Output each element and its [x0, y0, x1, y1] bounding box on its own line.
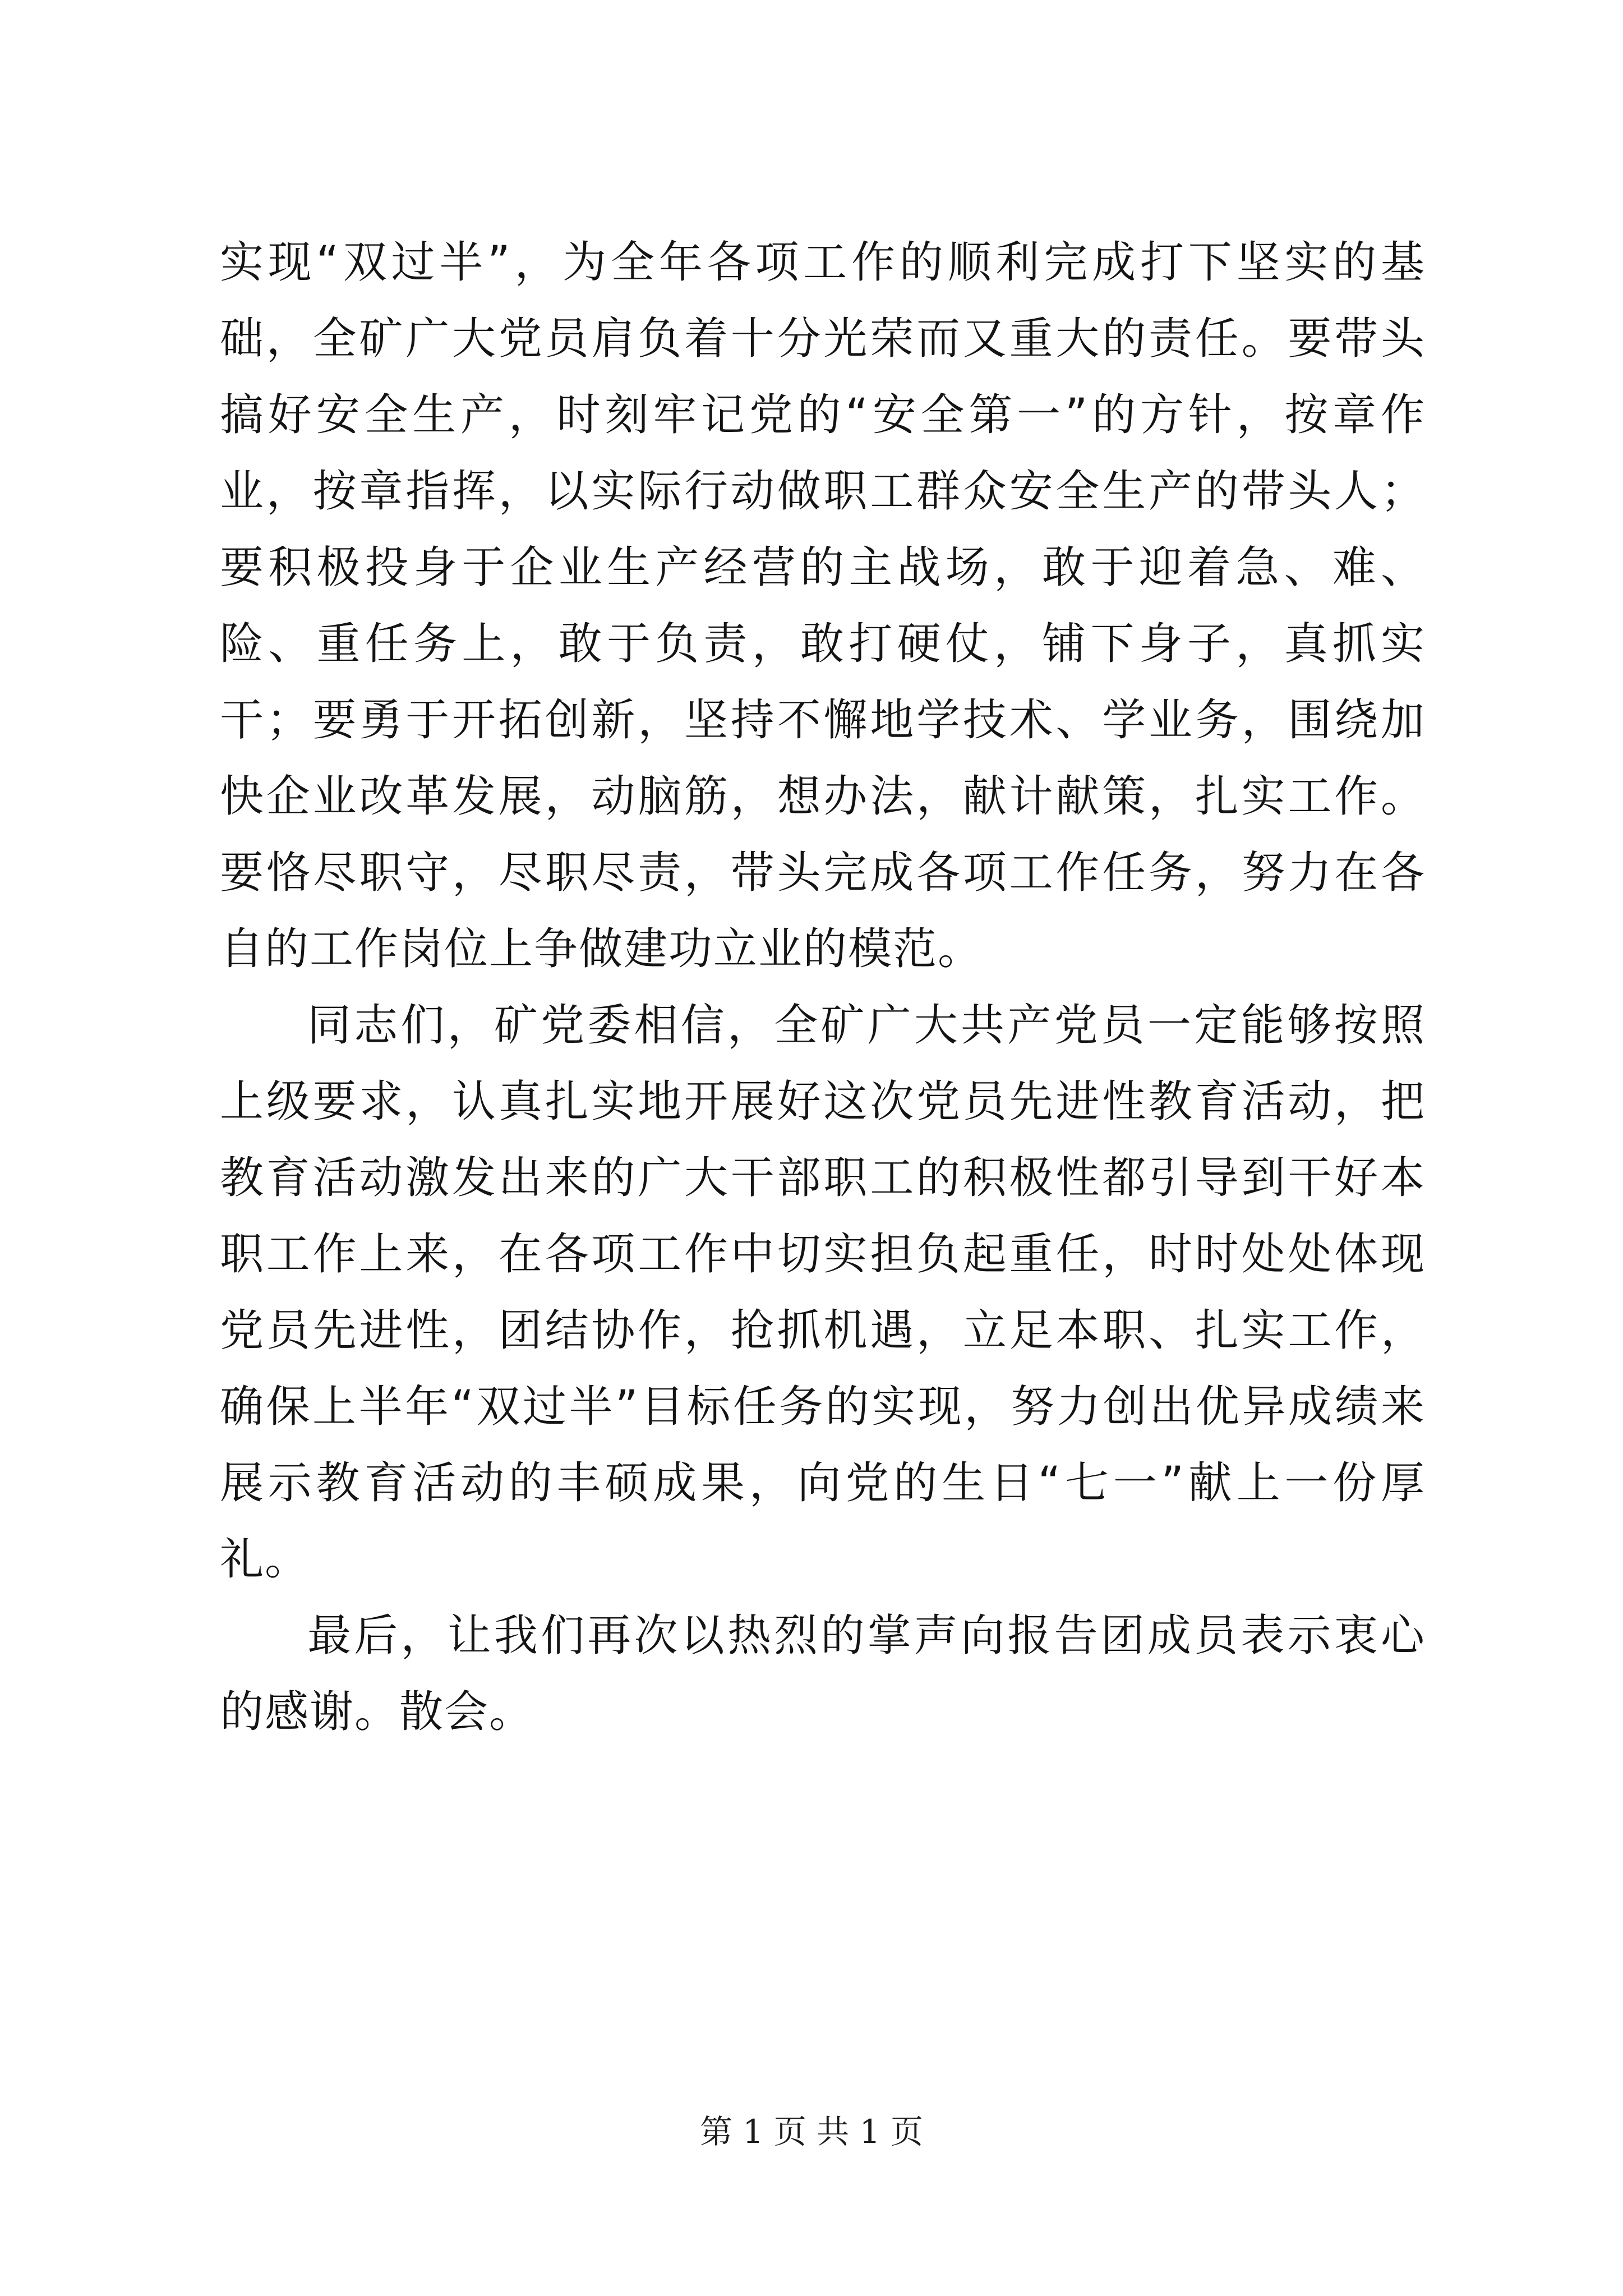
paragraph-2: 同志们，矿党委相信，全矿广大共产党员一定能够按照上级要求，认真扎实地开展好这次党员先进性教育活动，把教育活动激发出来的广大干部职工的积极性都引导到干好本职工作上来，在各项工作中切实担负起重任，时时处处体现党员先进性，团结协作，抢抓机遇，立足本职、扎实工作，确保上半年“双过半”目标任务的实现，努力创出优异成绩来展示教育活动的丰硕成果，向党的生日“七一”献上一份厚礼。: [220, 1000, 1426, 1585]
paragraph-1: 实现“双过半”，为全年各项工作的顺利完成打下坚实的基础，全矿广大党员肩负着十分光荣而又重大的责任。要带头搞好安全生产，时刻牢记党的“安全第一”的方针，按章作业，按章指挥，以实际行动做职工群众安全生产的带头人；要积极投身于企业生产经营的主战场，敢于迎着急、难、险、重任务上，敢于负责，敢打硬仗，铺下身子，真抓实干；要勇于开拓创新，坚持不懈地学技术、学业务，围绕加快企业改革发展，动脑筋，想办法，献计献策，扎实工作。要恪尽职守，尽职尽责，带头完成各项工作任务，努力在各自的工作岗位上争做建功立业的模范。: [220, 237, 1426, 974]
body-text: [220, 224, 1426, 1750]
page-footer: 第 1 页 共 1 页: [700, 2113, 923, 2151]
paragraph-3: 最后，让我们再次以热烈的掌声向报告团成员表示衷心的感谢。散会。: [220, 1611, 1426, 1737]
